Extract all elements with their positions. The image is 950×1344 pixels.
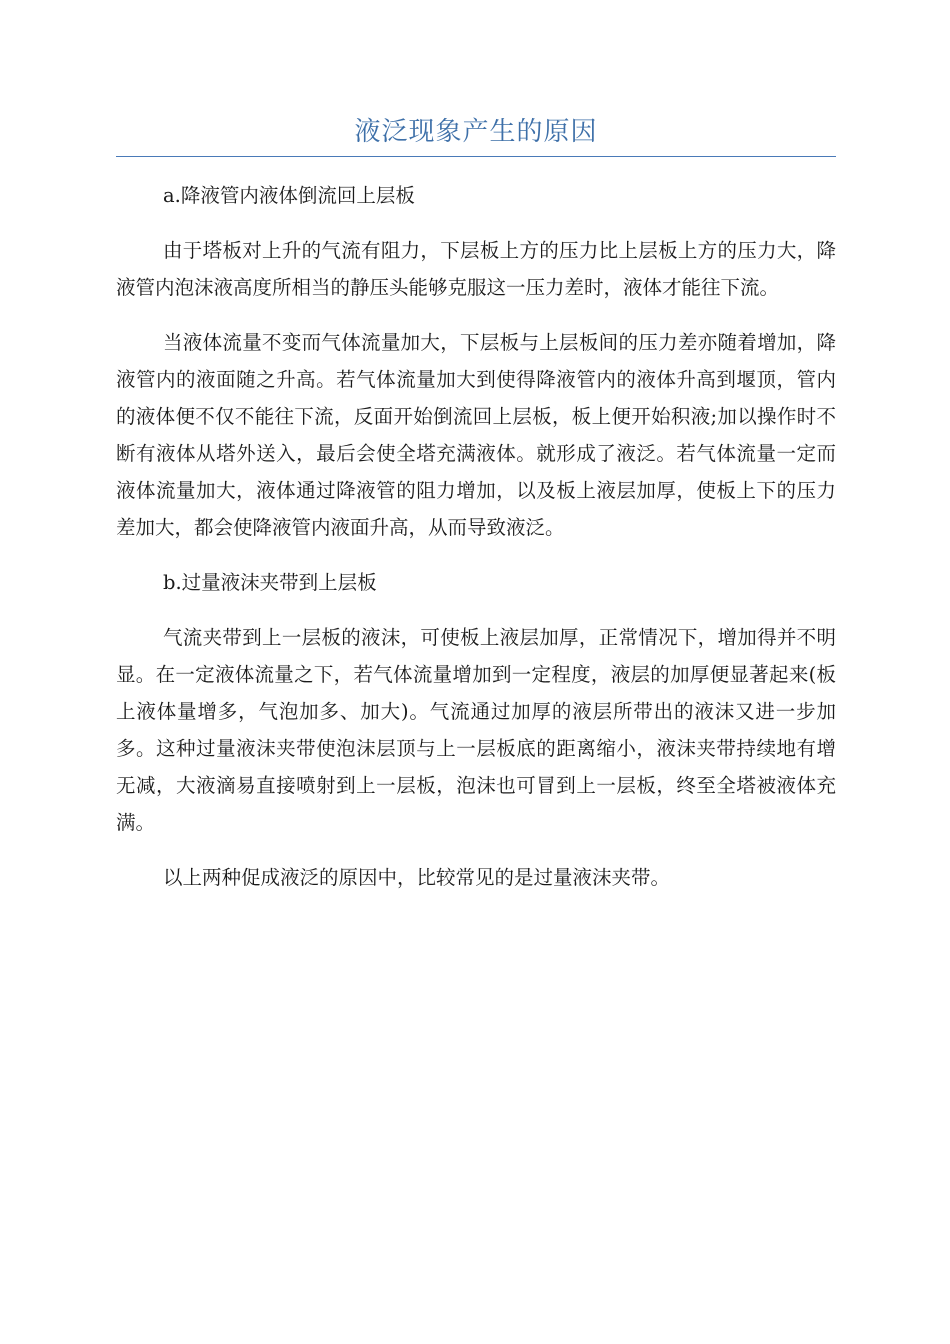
document-title: 液泛现象产生的原因 [354, 117, 598, 147]
document-page [116, 112, 836, 914]
paragraph-1: 由于塔板对上升的气流有阻力，下层板上方的压力比上层板上方的压力大，降液管内泡沫液高度所相当的静压头能够克服这一压力差时，液体才能往下流。 [116, 239, 836, 299]
title-underline [116, 156, 836, 157]
section-a-heading: a.降液管内液体倒流回上层板 [163, 184, 415, 207]
paragraph-2: 当液体流量不变而气体流量加大，下层板与上层板间的压力差亦随着增加，降液管内的液面随之升高。若气体流量加大到使得降液管内的液体升高到堰顶，管内的液体便不仅不能往下流，反面开始倒流回上层板，板上便开始积液;加以操作时不断有液体从塔外送入，最后会使全塔充满液体。就形成了液泛。若气体流量一定而液体流量加大，液体通过降液管的阻力增加，以及板上液层加厚，使板上下的压力差加大，都会使降液管内液面升高，从而导致液泛。 [116, 331, 836, 539]
paragraph-3: 气流夹带到上一层板的液沫，可使板上液层加厚，正常情况下，增加得并不明显。在一定液体流量之下，若气体流量增加到一定程度，液层的加厚便显著起来(板上液体量增多，气泡加多、加大)。气流通过加厚的液层所带出的液沫又进一步加多。这种过量液沫夹带使泡沫层顶与上一层板底的距离缩小，液沫夹带持续地有增无减，大液滴易直接喷射到上一层板，泡沫也可冒到上一层板，终至全塔被液体充满。 [116, 626, 836, 834]
section-b-heading: b.过量液沫夹带到上层板 [163, 571, 377, 594]
paragraph-4: 以上两种促成液泛的原因中，比较常见的是过量液沫夹带。 [163, 866, 671, 889]
